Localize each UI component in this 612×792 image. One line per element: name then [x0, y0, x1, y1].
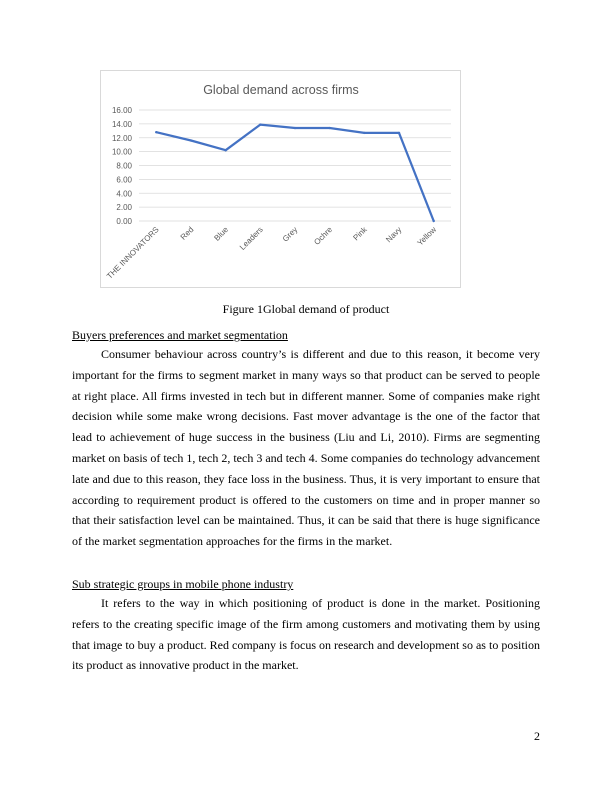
- x-category-label: THE INNOVATORS: [105, 225, 161, 281]
- y-tick-label: 0.00: [116, 217, 132, 226]
- y-tick-label: 12.00: [111, 133, 132, 143]
- data-point: [328, 127, 330, 129]
- line-chart: [100, 70, 461, 288]
- data-point: [294, 127, 296, 129]
- chart-title: Global demand across firms: [203, 83, 359, 97]
- data-point: [190, 139, 192, 141]
- x-category-label: Ochre: [312, 225, 335, 247]
- x-category-label: Yellow: [415, 225, 439, 248]
- data-point: [363, 132, 365, 134]
- section-heading-sub-strategic-groups: Sub strategic groups in mobile phone industry: [72, 577, 294, 591]
- x-category-label: Grey: [280, 225, 300, 244]
- figure-caption: Figure 1Global demand of product: [222, 302, 390, 316]
- y-tick-label: 8.00: [116, 161, 132, 171]
- y-tick-label: 16.00: [111, 106, 132, 115]
- x-category-label: Pink: [351, 225, 369, 243]
- y-tick-label: 10.00: [111, 147, 132, 157]
- paragraph-positioning: It refers to the way in which positioning of product is done in the market. Positioning refers to the creating specific image of the firm among customers and motivating them by using that image to buy a product. Red company is focus on research and development so as to position its product as innovative product in the market.: [72, 596, 540, 673]
- y-tick-label: 4.00: [116, 189, 132, 199]
- x-category-label: Red: [178, 225, 196, 242]
- x-category-label: Blue: [212, 225, 231, 243]
- chart-svg: [101, 71, 462, 289]
- data-point: [398, 132, 400, 134]
- section-heading-buyers-preferences: Buyers preferences and market segmentation: [72, 328, 288, 342]
- y-tick-label: 2.00: [116, 203, 132, 213]
- x-category-label: Leaders: [237, 225, 265, 252]
- data-point: [224, 149, 226, 151]
- paragraph-market-segmentation: Consumer behaviour across country’s is different and due to this reason, it become very important for the firms to segment market in many ways so that product can be served to people at right place. All firms invested in tech but in different manner. Some of companies make right decision while some make wrong decisions. Fast mover advantage is the one of the factor that lead to achievement of huge success in the business (Liu and Li, 2010). Firms are segmenting market on basis of tech 1, tech 2, tech 3 and tech 4. Some companies do technology advancement late and due to this reason, they face loss in the business. Thus, it is very important to ensure that according to requirement product is offered to the customers on time and in proper manner so that their satisfaction level can be maintained. Thus, it can be said that there is huge significance of the market segmentation approaches for the firms in the market.: [72, 347, 540, 549]
- data-point: [155, 131, 157, 133]
- y-tick-label: 6.00: [116, 175, 132, 185]
- data-point: [259, 123, 261, 125]
- series-line-global-demand: [156, 125, 433, 221]
- page-number: 2: [534, 729, 540, 743]
- y-tick-label: 14.00: [111, 119, 132, 129]
- data-point: [432, 220, 434, 222]
- x-category-label: Navy: [384, 225, 404, 245]
